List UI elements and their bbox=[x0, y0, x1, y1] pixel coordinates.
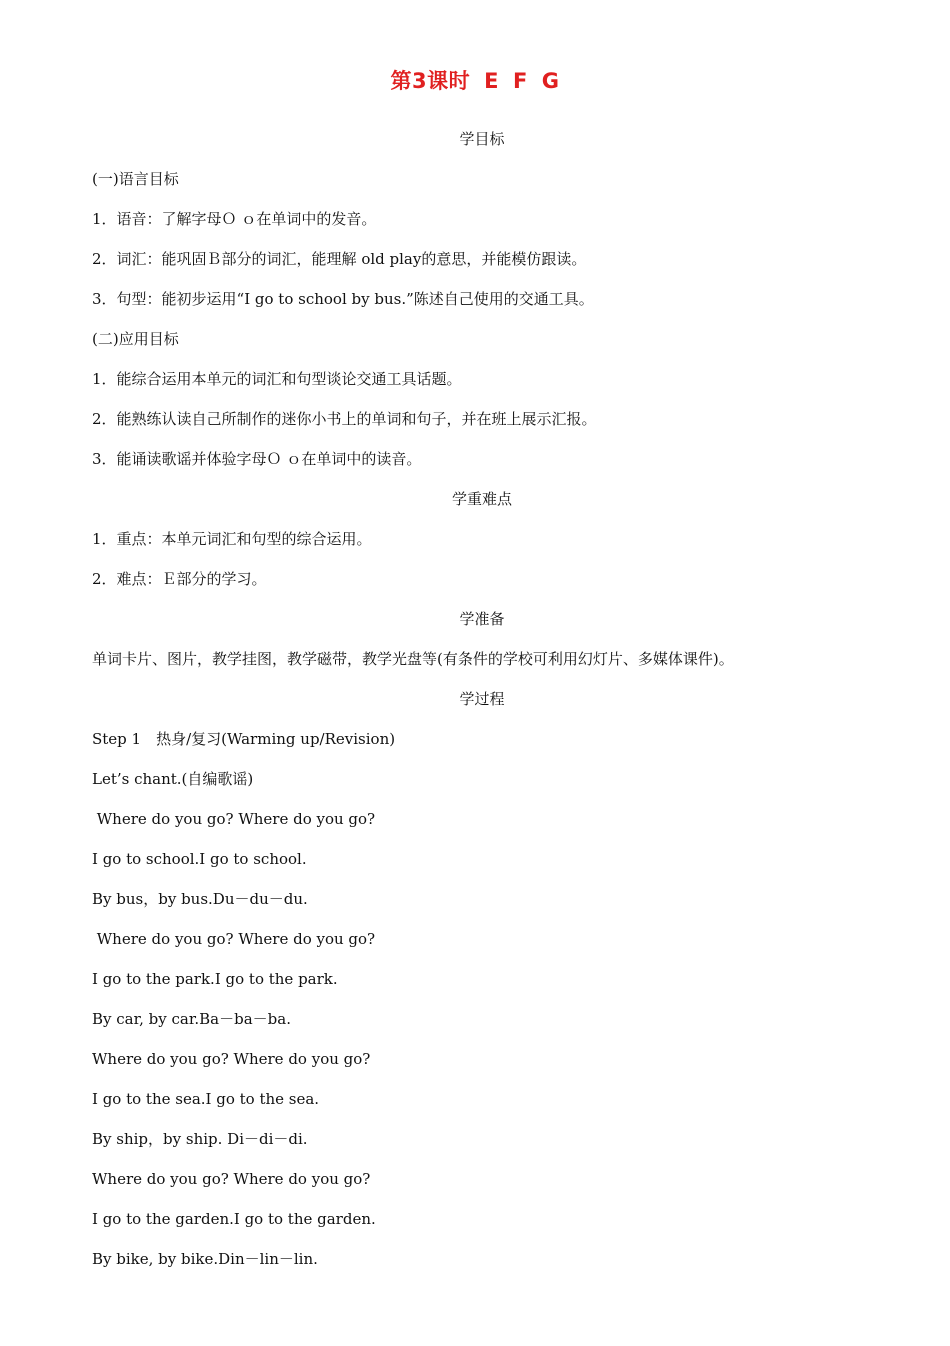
text-line: 单词卡片、图片，教学挂图，教学磁带，教学光盘等(有条件的学校可利用幻灯片、多媒体课件)。 bbox=[92, 650, 734, 668]
text-line: I go to school.I go to school. bbox=[92, 850, 307, 868]
title-lesson: 第3课时 bbox=[390, 69, 471, 93]
text-line: 2．能熟练认读自己所制作的迷你小书上的单词和句子，并在班上展示汇报。 bbox=[92, 410, 597, 428]
section-heading: 学过程 bbox=[459, 690, 505, 708]
text-line: By bike, by bike.Din－lin－lin. bbox=[92, 1250, 318, 1268]
title-part-f: F bbox=[512, 69, 528, 93]
title-part-e: E bbox=[484, 69, 499, 93]
text-line: 1．重点：本单元词汇和句型的综合运用。 bbox=[92, 530, 372, 548]
section-heading: 学目标 bbox=[459, 130, 505, 148]
text-line: I go to the park.I go to the park. bbox=[92, 970, 338, 988]
text-line: Where do you go? Where do you go? bbox=[92, 1170, 371, 1188]
text-line: I go to the sea.I go to the sea. bbox=[92, 1090, 320, 1108]
text-line: 3．能诵读歌谣并体验字母Ｏ ｏ在单词中的读音。 bbox=[92, 450, 422, 468]
text-line: By ship，by ship. Di－di－di. bbox=[92, 1130, 308, 1148]
document-body bbox=[92, 125, 872, 1285]
text-line: Where do you go? Where do you go? bbox=[92, 810, 376, 828]
text-line: 1．语音：了解字母Ｏ ｏ在单词中的发音。 bbox=[92, 210, 377, 228]
text-line: 3．句型：能初步运用“I go to school by bus.”陈述自己使用的交通工具。 bbox=[92, 290, 594, 308]
section-heading: 学准备 bbox=[459, 610, 505, 628]
text-line: 2．难点：Ｅ部分的学习。 bbox=[92, 570, 267, 588]
text-line: Let’s chant.(自编歌谣) bbox=[92, 770, 254, 788]
text-line: Where do you go? Where do you go? bbox=[92, 1050, 371, 1068]
text-line: I go to the garden.I go to the garden. bbox=[92, 1210, 376, 1228]
text-line: Step 1 热身/复习(Warming up/Revision) bbox=[92, 730, 396, 748]
section-heading: 学重难点 bbox=[451, 490, 512, 508]
text-line: (二)应用目标 bbox=[92, 330, 179, 348]
document-title bbox=[0, 66, 950, 96]
text-line: 2．词汇：能巩固Ｂ部分的词汇，能理解 old play的意思，并能模仿跟读。 bbox=[92, 250, 587, 268]
text-line: By car, by car.Ba－ba－ba. bbox=[92, 1010, 291, 1028]
text-line: Where do you go? Where do you go? bbox=[92, 930, 376, 948]
text-line: (一)语言目标 bbox=[92, 170, 179, 188]
text-line: 1．能综合运用本单元的词汇和句型谈论交通工具话题。 bbox=[92, 370, 462, 388]
text-line: By bus，by bus.Du－du－du. bbox=[92, 890, 308, 908]
title-part-g: G bbox=[541, 69, 560, 93]
